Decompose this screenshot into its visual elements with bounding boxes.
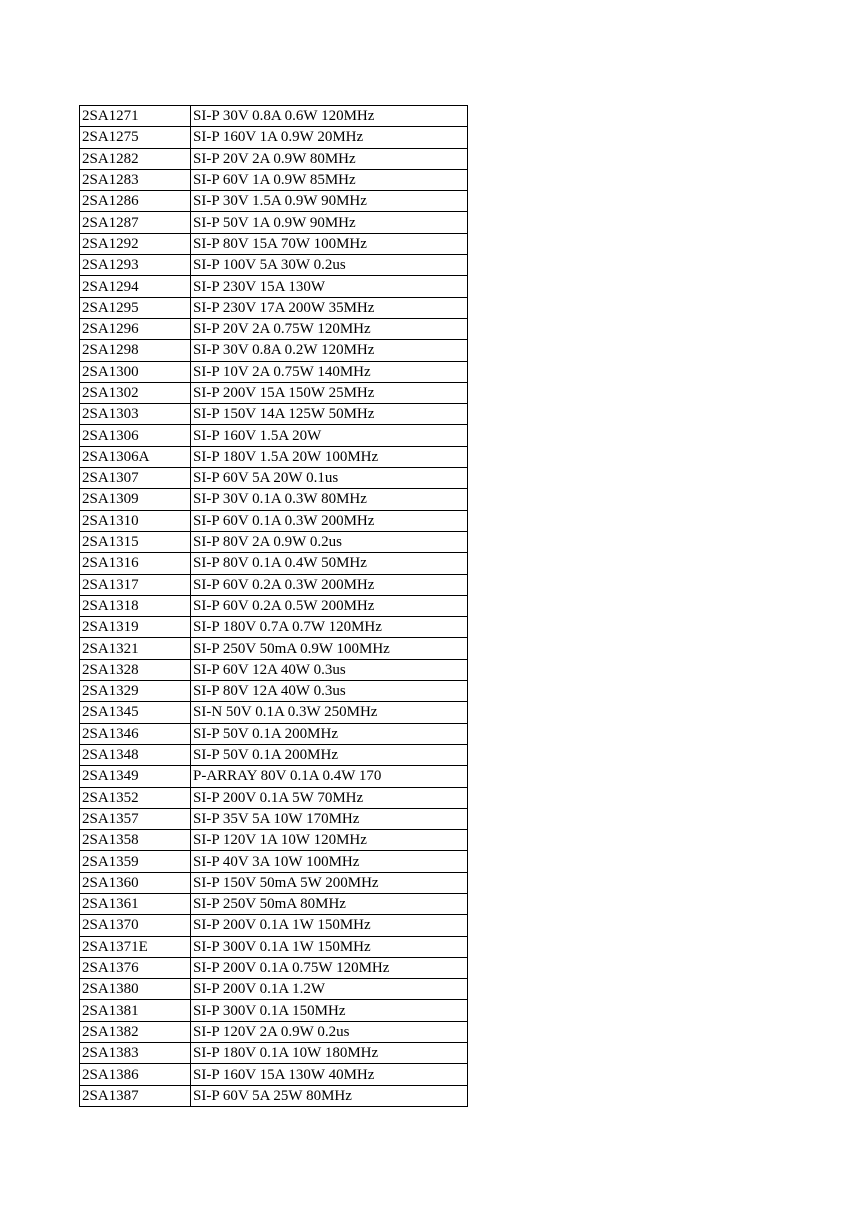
part-number-cell: 2SA1283 [80, 169, 191, 190]
spec-cell: SI-P 230V 15A 130W [191, 276, 468, 297]
table-row [80, 106, 468, 127]
table-row [80, 425, 468, 446]
spec-cell: SI-P 30V 1.5A 0.9W 90MHz [191, 191, 468, 212]
table-row [80, 766, 468, 787]
spec-cell: SI-P 60V 12A 40W 0.3us [191, 659, 468, 680]
spec-cell: SI-P 160V 1A 0.9W 20MHz [191, 127, 468, 148]
part-number-cell: 2SA1321 [80, 638, 191, 659]
part-number-cell: 2SA1296 [80, 318, 191, 339]
table-row [80, 979, 468, 1000]
table-row [80, 957, 468, 978]
part-number-cell: 2SA1293 [80, 255, 191, 276]
spec-cell: SI-P 40V 3A 10W 100MHz [191, 851, 468, 872]
spec-cell: SI-P 60V 1A 0.9W 85MHz [191, 169, 468, 190]
part-number-cell: 2SA1318 [80, 595, 191, 616]
part-number-cell: 2SA1306A [80, 446, 191, 467]
part-number-cell: 2SA1329 [80, 681, 191, 702]
part-number-cell: 2SA1286 [80, 191, 191, 212]
table-row [80, 893, 468, 914]
spec-cell: SI-P 80V 0.1A 0.4W 50MHz [191, 553, 468, 574]
part-number-cell: 2SA1370 [80, 915, 191, 936]
spec-cell: SI-P 200V 0.1A 0.75W 120MHz [191, 957, 468, 978]
table-row [80, 1064, 468, 1085]
part-number-cell: 2SA1383 [80, 1043, 191, 1064]
spec-cell: SI-P 60V 0.2A 0.5W 200MHz [191, 595, 468, 616]
part-number-cell: 2SA1302 [80, 382, 191, 403]
spec-cell: SI-P 150V 50mA 5W 200MHz [191, 872, 468, 893]
spec-cell: SI-P 160V 15A 130W 40MHz [191, 1064, 468, 1085]
table-row [80, 255, 468, 276]
spec-cell: SI-P 20V 2A 0.75W 120MHz [191, 318, 468, 339]
part-number-cell: 2SA1294 [80, 276, 191, 297]
table-row [80, 489, 468, 510]
part-number-cell: 2SA1386 [80, 1064, 191, 1085]
table-row [80, 212, 468, 233]
spec-cell: SI-P 230V 17A 200W 35MHz [191, 297, 468, 318]
spec-cell: SI-P 80V 12A 40W 0.3us [191, 681, 468, 702]
table-row [80, 1043, 468, 1064]
spec-cell: SI-P 60V 0.1A 0.3W 200MHz [191, 510, 468, 531]
spec-cell: SI-P 100V 5A 30W 0.2us [191, 255, 468, 276]
part-number-cell: 2SA1387 [80, 1085, 191, 1106]
table-row [80, 468, 468, 489]
part-number-cell: 2SA1309 [80, 489, 191, 510]
table-row [80, 787, 468, 808]
spec-cell: SI-P 50V 0.1A 200MHz [191, 723, 468, 744]
table-row [80, 148, 468, 169]
part-number-cell: 2SA1348 [80, 744, 191, 765]
table-row [80, 510, 468, 531]
spec-cell: SI-P 30V 0.8A 0.2W 120MHz [191, 340, 468, 361]
table-row [80, 1021, 468, 1042]
table-row [80, 1085, 468, 1106]
table-row [80, 936, 468, 957]
spec-cell: SI-P 120V 2A 0.9W 0.2us [191, 1021, 468, 1042]
spec-cell: SI-P 200V 15A 150W 25MHz [191, 382, 468, 403]
table-row [80, 382, 468, 403]
table-row [80, 446, 468, 467]
spec-cell: P-ARRAY 80V 0.1A 0.4W 170 [191, 766, 468, 787]
part-number-cell: 2SA1376 [80, 957, 191, 978]
spec-cell: SI-P 200V 0.1A 1W 150MHz [191, 915, 468, 936]
part-number-cell: 2SA1380 [80, 979, 191, 1000]
spec-cell: SI-P 160V 1.5A 20W [191, 425, 468, 446]
spec-cell: SI-P 35V 5A 10W 170MHz [191, 808, 468, 829]
table-row [80, 276, 468, 297]
part-number-cell: 2SA1282 [80, 148, 191, 169]
part-number-cell: 2SA1357 [80, 808, 191, 829]
parts-table-body [80, 106, 468, 1107]
part-number-cell: 2SA1382 [80, 1021, 191, 1042]
part-number-cell: 2SA1361 [80, 893, 191, 914]
part-number-cell: 2SA1319 [80, 617, 191, 638]
spec-cell: SI-P 60V 0.2A 0.3W 200MHz [191, 574, 468, 595]
table-row [80, 574, 468, 595]
part-number-cell: 2SA1315 [80, 531, 191, 552]
spec-cell: SI-P 50V 1A 0.9W 90MHz [191, 212, 468, 233]
spec-cell: SI-P 80V 15A 70W 100MHz [191, 233, 468, 254]
table-row [80, 681, 468, 702]
spec-cell: SI-P 50V 0.1A 200MHz [191, 744, 468, 765]
part-number-cell: 2SA1300 [80, 361, 191, 382]
table-row [80, 318, 468, 339]
part-number-cell: 2SA1303 [80, 404, 191, 425]
table-row [80, 361, 468, 382]
spec-cell: SI-P 150V 14A 125W 50MHz [191, 404, 468, 425]
spec-cell: SI-P 10V 2A 0.75W 140MHz [191, 361, 468, 382]
table-row [80, 340, 468, 361]
table-row [80, 1000, 468, 1021]
part-number-cell: 2SA1275 [80, 127, 191, 148]
table-row [80, 638, 468, 659]
table-row [80, 404, 468, 425]
table-row [80, 915, 468, 936]
spec-cell: SI-P 180V 0.7A 0.7W 120MHz [191, 617, 468, 638]
table-row [80, 127, 468, 148]
part-number-cell: 2SA1295 [80, 297, 191, 318]
spec-cell: SI-P 300V 0.1A 1W 150MHz [191, 936, 468, 957]
part-number-cell: 2SA1298 [80, 340, 191, 361]
table-row [80, 531, 468, 552]
table-row [80, 702, 468, 723]
spec-cell: SI-P 30V 0.1A 0.3W 80MHz [191, 489, 468, 510]
spec-cell: SI-P 300V 0.1A 150MHz [191, 1000, 468, 1021]
table-row [80, 595, 468, 616]
part-number-cell: 2SA1310 [80, 510, 191, 531]
spec-cell: SI-P 200V 0.1A 1.2W [191, 979, 468, 1000]
part-number-cell: 2SA1306 [80, 425, 191, 446]
table-row [80, 297, 468, 318]
spec-cell: SI-P 80V 2A 0.9W 0.2us [191, 531, 468, 552]
part-number-cell: 2SA1345 [80, 702, 191, 723]
part-number-cell: 2SA1287 [80, 212, 191, 233]
table-row [80, 744, 468, 765]
table-row [80, 659, 468, 680]
table-row [80, 851, 468, 872]
table-row [80, 553, 468, 574]
part-number-cell: 2SA1292 [80, 233, 191, 254]
parts-table [79, 105, 468, 1107]
table-row [80, 808, 468, 829]
table-row [80, 191, 468, 212]
part-number-cell: 2SA1317 [80, 574, 191, 595]
part-number-cell: 2SA1316 [80, 553, 191, 574]
part-number-cell: 2SA1352 [80, 787, 191, 808]
table-row [80, 169, 468, 190]
part-number-cell: 2SA1271 [80, 106, 191, 127]
spec-cell: SI-P 30V 0.8A 0.6W 120MHz [191, 106, 468, 127]
spec-cell: SI-P 200V 0.1A 5W 70MHz [191, 787, 468, 808]
spec-cell: SI-P 250V 50mA 0.9W 100MHz [191, 638, 468, 659]
spec-cell: SI-P 250V 50mA 80MHz [191, 893, 468, 914]
part-number-cell: 2SA1346 [80, 723, 191, 744]
table-row [80, 617, 468, 638]
table-row [80, 872, 468, 893]
table-row [80, 233, 468, 254]
spec-cell: SI-P 180V 0.1A 10W 180MHz [191, 1043, 468, 1064]
spec-cell: SI-N 50V 0.1A 0.3W 250MHz [191, 702, 468, 723]
spec-cell: SI-P 60V 5A 20W 0.1us [191, 468, 468, 489]
spec-cell: SI-P 60V 5A 25W 80MHz [191, 1085, 468, 1106]
part-number-cell: 2SA1359 [80, 851, 191, 872]
part-number-cell: 2SA1328 [80, 659, 191, 680]
spec-cell: SI-P 180V 1.5A 20W 100MHz [191, 446, 468, 467]
spec-cell: SI-P 120V 1A 10W 120MHz [191, 830, 468, 851]
spec-cell: SI-P 20V 2A 0.9W 80MHz [191, 148, 468, 169]
part-number-cell: 2SA1358 [80, 830, 191, 851]
part-number-cell: 2SA1371E [80, 936, 191, 957]
table-row [80, 723, 468, 744]
part-number-cell: 2SA1360 [80, 872, 191, 893]
part-number-cell: 2SA1307 [80, 468, 191, 489]
part-number-cell: 2SA1381 [80, 1000, 191, 1021]
table-row [80, 830, 468, 851]
part-number-cell: 2SA1349 [80, 766, 191, 787]
